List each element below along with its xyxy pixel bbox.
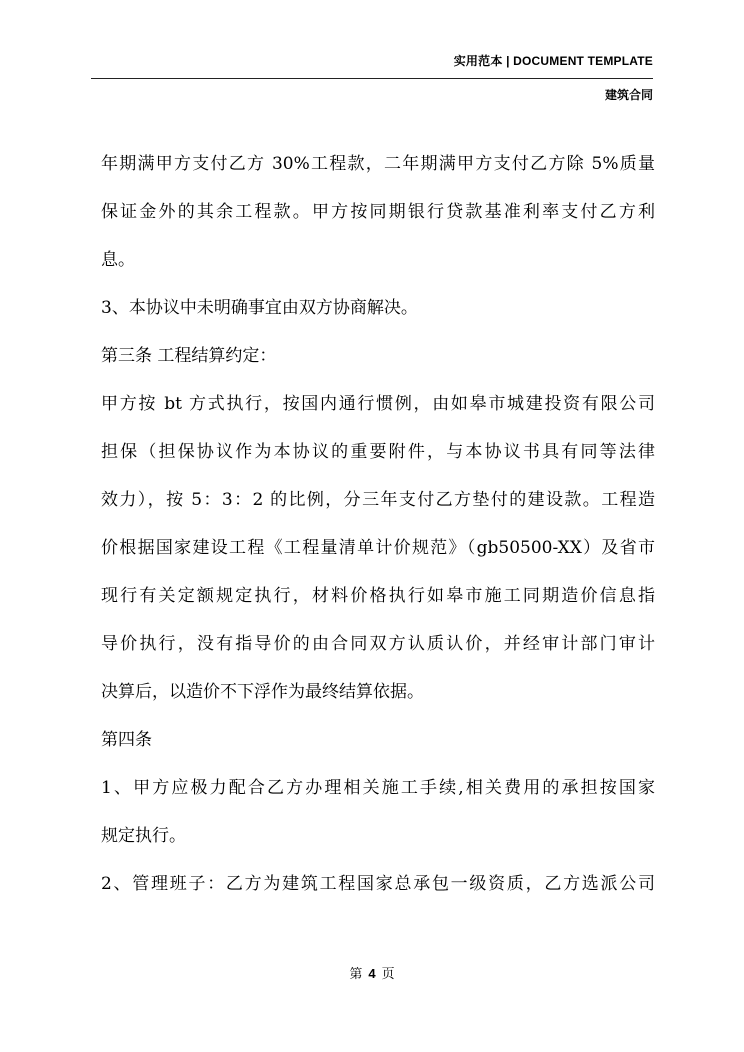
body-line: 息。 <box>101 250 135 270</box>
page-label-prefix: 第 <box>349 967 363 982</box>
body-line: 规定执行。 <box>101 826 186 846</box>
header-subtitle: 建筑合同 <box>604 88 653 102</box>
body-line: 1、甲方应极力配合乙方办理相关施工手续,相关费用的承担按国家 <box>101 778 655 798</box>
section-heading: 第四条 <box>101 730 152 750</box>
body-line: 保证金外的其余工程款。甲方按同期银行贷款基准利率支付乙方利 <box>101 202 655 222</box>
body-line: 3、本协议中未明确事宜由双方协商解决。 <box>101 298 418 318</box>
body-line: 年期满甲方支付乙方 30%工程款，二年期满甲方支付乙方除 5%质量 <box>101 154 655 174</box>
section-heading: 第三条 工程结算约定： <box>101 346 277 366</box>
body-line: 2、管理班子：乙方为建筑工程国家总承包一级资质，乙方选派公司 <box>101 874 655 894</box>
body-line: 甲方按 bt 方式执行，按国内通行惯例，由如皋市城建投资有限公司 <box>101 394 655 414</box>
document-body <box>101 140 655 908</box>
header-divider <box>91 78 653 79</box>
body-line: 效力），按 5：3：2 的比例，分三年支付乙方垫付的建设款。工程造 <box>101 490 655 510</box>
body-line: 导价执行，没有指导价的由合同双方认质认价，并经审计部门审计 <box>101 634 655 654</box>
page-footer <box>0 963 744 982</box>
header-title: 实用范本 | DOCUMENT TEMPLATE <box>453 54 653 68</box>
body-line: 决算后，以造价不下浮作为最终结算依据。 <box>101 682 424 702</box>
body-line: 现行有关定额规定执行，材料价格执行如皋市施工同期造价信息指 <box>101 586 655 606</box>
body-line: 价根据国家建设工程《工程量清单计价规范》（gb50500-XX）及省市 <box>101 538 655 558</box>
body-line: 担保（担保协议作为本协议的重要附件，与本协议书具有同等法律 <box>101 442 655 462</box>
page-number: 4 <box>368 966 376 981</box>
page-label-suffix: 页 <box>381 967 395 982</box>
